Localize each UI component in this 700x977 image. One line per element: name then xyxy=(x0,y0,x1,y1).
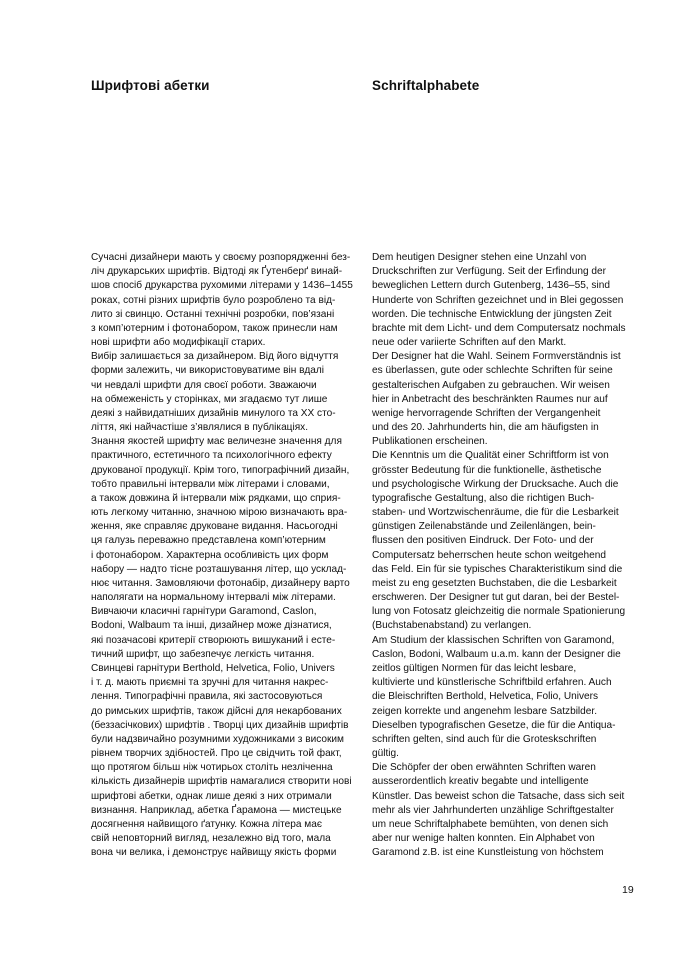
text-line: Вивчаючи класичні гарнітури Garamond, Caslon, xyxy=(91,606,317,618)
text-line: і т. д. мають приємні та зручні для читання накрес- xyxy=(91,677,329,689)
text-line: лення. Типографічні правила, які застосовуються xyxy=(91,691,323,703)
text-line: zeitlos gültigen Normen für das leicht lesbare, xyxy=(372,662,577,674)
text-line: шов спосіб друкарства рухомими літерами у 1436–1455 xyxy=(91,280,353,292)
page-number: 19 xyxy=(622,884,634,896)
text-line: und des 20. Jahrhunderts hin, die am häufigsten in xyxy=(372,422,599,434)
text-line: вона чи велика, і демонструє найвищу якість форми xyxy=(91,847,337,859)
left-column-title: Шрифтові абетки xyxy=(91,78,210,93)
left-column-body xyxy=(91,251,353,860)
text-line: форми залежить, чи використовуватиме він вдалі xyxy=(91,365,325,377)
text-line: ліч друкарських шрифтів. Відтоді як Ґутенберґ винай- xyxy=(91,266,343,278)
text-line: і фотонабором. Характерна особливість цих форм xyxy=(91,549,329,561)
text-line: друкованої продукції. Крім того, типографічний дизайн, xyxy=(91,464,350,476)
text-line: Dieselben typografischen Gesetze, die für die Antiqua- xyxy=(372,719,616,731)
text-line: die Bleischriften Berthold, Helvetica, Folio, Univers xyxy=(372,691,599,703)
text-line: um neue Schriftalphabete bemühten, von denen sich xyxy=(372,818,609,830)
text-line: erschweren. Der Designer tut gut daran, bei der Bestel- xyxy=(372,592,620,604)
text-line: es überlassen, gute oder schlechte Schriften für seine xyxy=(372,365,613,377)
text-line: das Feld. Ein für sie typisches Charakteristikum sind die xyxy=(372,563,623,575)
text-line: lung von Fotosatz gleichzeitig die normale Spationierung xyxy=(372,606,626,618)
text-line: тичний шрифт, що забезпечує легкість читання. xyxy=(91,648,315,660)
right-column-title: Schriftalphabete xyxy=(372,78,480,93)
text-line: рівнем творчих здібностей. Про це свідчить той факт, xyxy=(91,748,342,760)
text-line: лито зі свинцю. Останні технічні розробки, пов’язані xyxy=(91,308,335,320)
text-line: Свинцеві гарнітури Berthold, Helvetica, Folio, Univers xyxy=(91,662,335,674)
text-line: worden. Die technische Entwicklung der jüngsten Zeit xyxy=(372,308,612,320)
text-line: Publikationen erscheinen. xyxy=(372,436,488,448)
text-line: що протягом більш ніж чотирьох століть незліченна xyxy=(91,762,333,774)
text-line: Druckschriften zur Verfügung. Seit der Erfindung der xyxy=(372,266,606,278)
text-line: чи невдалі шрифти для своєї роботи. Зважаючи xyxy=(91,379,317,391)
text-line: aber nur wenige halten konnten. Ein Alphabet von xyxy=(372,833,595,845)
text-line: (Buchstabenabstand) zu verlangen. xyxy=(372,620,532,632)
text-line: які позачасові критерії створюють вишуканий і есте- xyxy=(91,634,336,646)
text-line: Garamond z.B. ist eine Kunstleistung von höchstem xyxy=(372,847,604,859)
text-line: а також довжина й інтервали між рядками, що сприя- xyxy=(91,492,341,504)
text-line: до римських шрифтів, також дійсні для некарбованих xyxy=(91,705,342,717)
text-line: Der Designer hat die Wahl. Seinem Formverständnis ist xyxy=(372,351,621,363)
text-line: кількість дизайнерів шрифтів намагалися створити нові xyxy=(91,776,352,788)
text-line: Сучасні дизайнери мають у своєму розпорядженні без- xyxy=(91,252,351,263)
text-line: ausserordentlich kreativ begabte und intelligente xyxy=(372,776,589,788)
text-line: Computersatz beherrschen heute schon weitgehend xyxy=(372,549,606,561)
text-line: нові шрифти або модифікації старих. xyxy=(91,337,266,349)
text-line: Вибір залишається за дизайнером. Від його відчуття xyxy=(91,351,339,363)
text-line: typografische Gestaltung, also die richtigen Buch- xyxy=(372,492,595,504)
text-line: flussen den positiven Eindruck. Der Foto- und der xyxy=(372,535,594,547)
text-line: und psychologische Wirkung der Drucksache. Auch die xyxy=(372,478,619,490)
text-line: тобто правильні інтервали між літерами і словами, xyxy=(91,478,330,490)
text-line: zeigen korrekte und angenehm lesbare Satzbilder. xyxy=(372,705,598,717)
text-line: ження, яке справляє друковане видання. Насьогодні xyxy=(91,521,338,533)
text-line: Bodoni, Walbaum та інші, дизайнер може дізнатися, xyxy=(91,620,332,632)
text-line: Dem heutigen Designer stehen eine Unzahl von xyxy=(372,252,587,263)
text-line: роках, сотні різних шрифтів було розроблено та від- xyxy=(91,294,336,306)
text-line: brachte mit dem Licht- und dem Computersatz nochmals xyxy=(372,322,626,334)
text-line: gestalterischen Aufgaben zu gebrauchen. Wir weisen xyxy=(372,379,610,391)
text-line: Die Kenntnis um die Qualität einer Schriftform ist von xyxy=(372,450,609,462)
text-line: beweglichen Lettern durch Gutenberg, 1436–55, sind xyxy=(372,280,610,292)
text-line: визнання. Наприклад, абетка Ґарамона — мистецьке xyxy=(91,804,342,816)
text-line: ють легкому читанню, значною мірою визначають вра- xyxy=(91,507,348,519)
text-line: досягнення найвищого ґатунку. Кожна літера має xyxy=(91,818,323,830)
text-line: neue oder variierte Schriften auf den Markt. xyxy=(372,337,567,349)
text-line: наполягати на нормальному інтервалі між літерами. xyxy=(91,592,336,604)
text-line: mehr als vier Jahrhunderten unzählige Schriftgestalter xyxy=(372,804,614,816)
text-line: hier in Anbetracht des beschränkten Raumes nur auf xyxy=(372,393,608,405)
text-line: günstigen Zeilenabstände und Zeilenlängen, bein- xyxy=(372,521,596,533)
text-line: на обмеженість у сторінках, ми згадаємо тут лише xyxy=(91,393,328,405)
text-line: деякі з найвидатніших дизайнів минулого та XX сто- xyxy=(91,407,336,419)
text-line: gültig. xyxy=(372,748,399,760)
text-line: meist zu eng gesetzten Buchstaben, die die Lesbarkeit xyxy=(372,577,617,589)
text-line: kultivierte und künstlerische Schriftbild erfahren. Auch xyxy=(372,677,612,689)
text-line: Знання якостей шрифту має величезне значення для xyxy=(91,436,342,448)
text-line: нює читання. Замовляючи фотонабір, дизайнеру варто xyxy=(91,577,350,589)
text-line: wenige hervorragende Schriften der Vergangenheit xyxy=(372,407,601,419)
text-line: (беззасічкових) шрифтів . Творці цих дизайнів шрифтів xyxy=(91,719,349,731)
text-line: schriften gelten, sind auch für die Groteskschriften xyxy=(372,733,597,745)
text-line: Die Schöpfer der oben erwähnten Schriften waren xyxy=(372,762,596,774)
text-line: Am Studium der klassischen Schriften von Garamond, xyxy=(372,634,615,646)
text-line: свій неповторний вигляд, незалежно від того, мала xyxy=(91,833,331,845)
text-line: Künstler. Das beweist schon die Tatsache, dass sich seit xyxy=(372,790,625,802)
text-line: шрифтові абетки, однак лише деякі з них отримали xyxy=(91,790,332,802)
text-line: Hunderte von Schriften gezeichnet und in Blei gegossen xyxy=(372,294,624,306)
text-line: Caslon, Bodoni, Walbaum u.a.m. kann der Designer die xyxy=(372,648,621,660)
text-line: ліття, які найчастіше з’являлися в публікаціях. xyxy=(91,422,309,434)
text-line: набору — надто тісне розташування літер, що усклад- xyxy=(91,563,347,575)
text-line: з комп’ютерним і фотонабором, також принесли нам xyxy=(91,322,338,334)
text-line: ця галузь переважно представлена комп’ютерним xyxy=(91,535,326,547)
text-line: практичного, естетичного та психологічного ефекту xyxy=(91,450,332,462)
right-column-body xyxy=(372,251,634,860)
text-line: grösster Bedeutung für die funktionelle, ästhetische xyxy=(372,464,602,476)
text-line: staben- und Wortzwischenräume, die für die Lesbarkeit xyxy=(372,507,619,519)
text-line: були надзвичайно розумними художниками з високим xyxy=(91,733,344,745)
